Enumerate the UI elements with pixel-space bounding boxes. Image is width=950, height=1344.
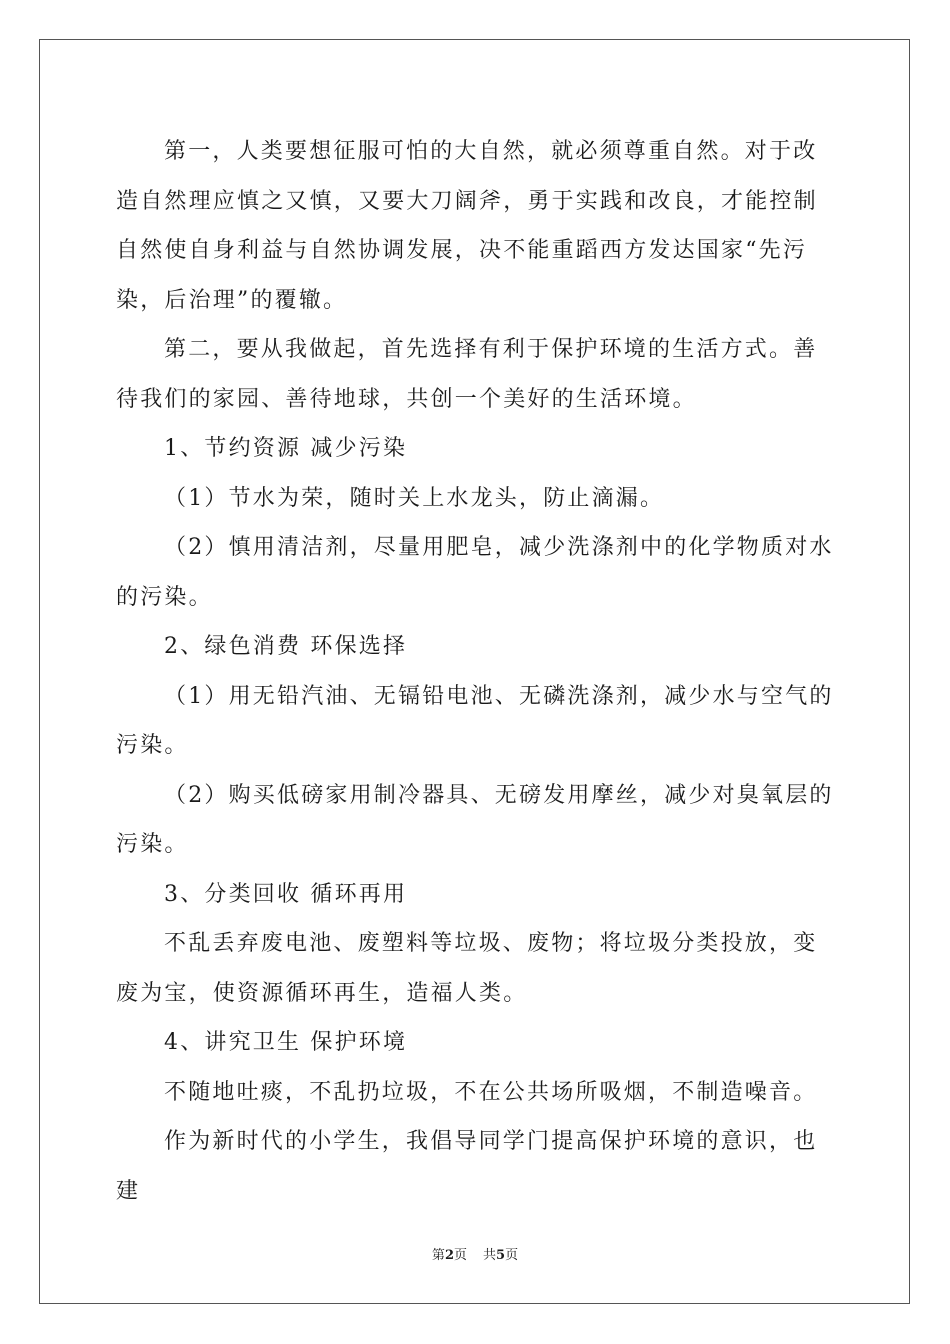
paragraph-closing: 作为新时代的小学生，我倡导同学门提高保护环境的意识，也建 bbox=[116, 1129, 818, 1204]
page-footer bbox=[0, 1246, 950, 1266]
footer-total-suffix: 页 bbox=[505, 1248, 519, 1263]
item-cleaning-agents: （2）慎用清洁剂，尽量用肥皂，减少洗涤剂中的化学物质对水的污染。 bbox=[116, 535, 834, 610]
item-save-water: （1）节水为荣，随时关上水龙头，防止滴漏。 bbox=[164, 485, 665, 511]
paragraph-second-point: 第二，要从我做起，首先选择有利于保护环境的生活方式。善待我们的家园、善待地球，共创一个美好的生活环境。 bbox=[116, 337, 818, 412]
heading-save-resources: 1、节约资源 减少污染 bbox=[164, 436, 408, 461]
footer-page-total: 5 bbox=[496, 1248, 506, 1263]
footer-page-prefix: 第 bbox=[431, 1248, 445, 1263]
paragraph-recycling: 不乱丢弃废电池、废塑料等垃圾、废物；将垃圾分类投放，变废为宝，使资源循环再生，造福人类。 bbox=[116, 931, 818, 1006]
heading-hygiene: 4、讲究卫生 保护环境 bbox=[164, 1030, 408, 1055]
document-body bbox=[116, 127, 836, 1216]
heading-green-consumption: 2、绿色消费 环保选择 bbox=[164, 634, 408, 659]
paragraph-first-point: 第一，人类要想征服可怕的大自然，就必须尊重自然。对于改造自然理应慎之又慎，又要大刀阔斧，勇于实践和改良，才能控制自然使自身利益与自然协调发展，决不能重蹈西方发达国家“先污染，后治理”的覆辙。 bbox=[116, 139, 818, 313]
footer-page-current: 2 bbox=[444, 1248, 454, 1263]
paragraph-hygiene: 不随地吐痰，不乱扔垃圾，不在公共场所吸烟，不制造噪音。 bbox=[164, 1079, 818, 1105]
item-unleaded-products: （1）用无铅汽油、无镉铅电池、无磷洗涤剂，减少水与空气的污染。 bbox=[116, 683, 834, 758]
footer-total-prefix: 共 bbox=[483, 1248, 497, 1263]
footer-page-suffix: 页 bbox=[453, 1248, 467, 1263]
item-ozone-protection: （2）购买低磅家用制冷器具、无磅发用摩丝，减少对臭氧层的污染。 bbox=[116, 782, 834, 857]
heading-recycling: 3、分类回收 循环再用 bbox=[164, 881, 408, 907]
